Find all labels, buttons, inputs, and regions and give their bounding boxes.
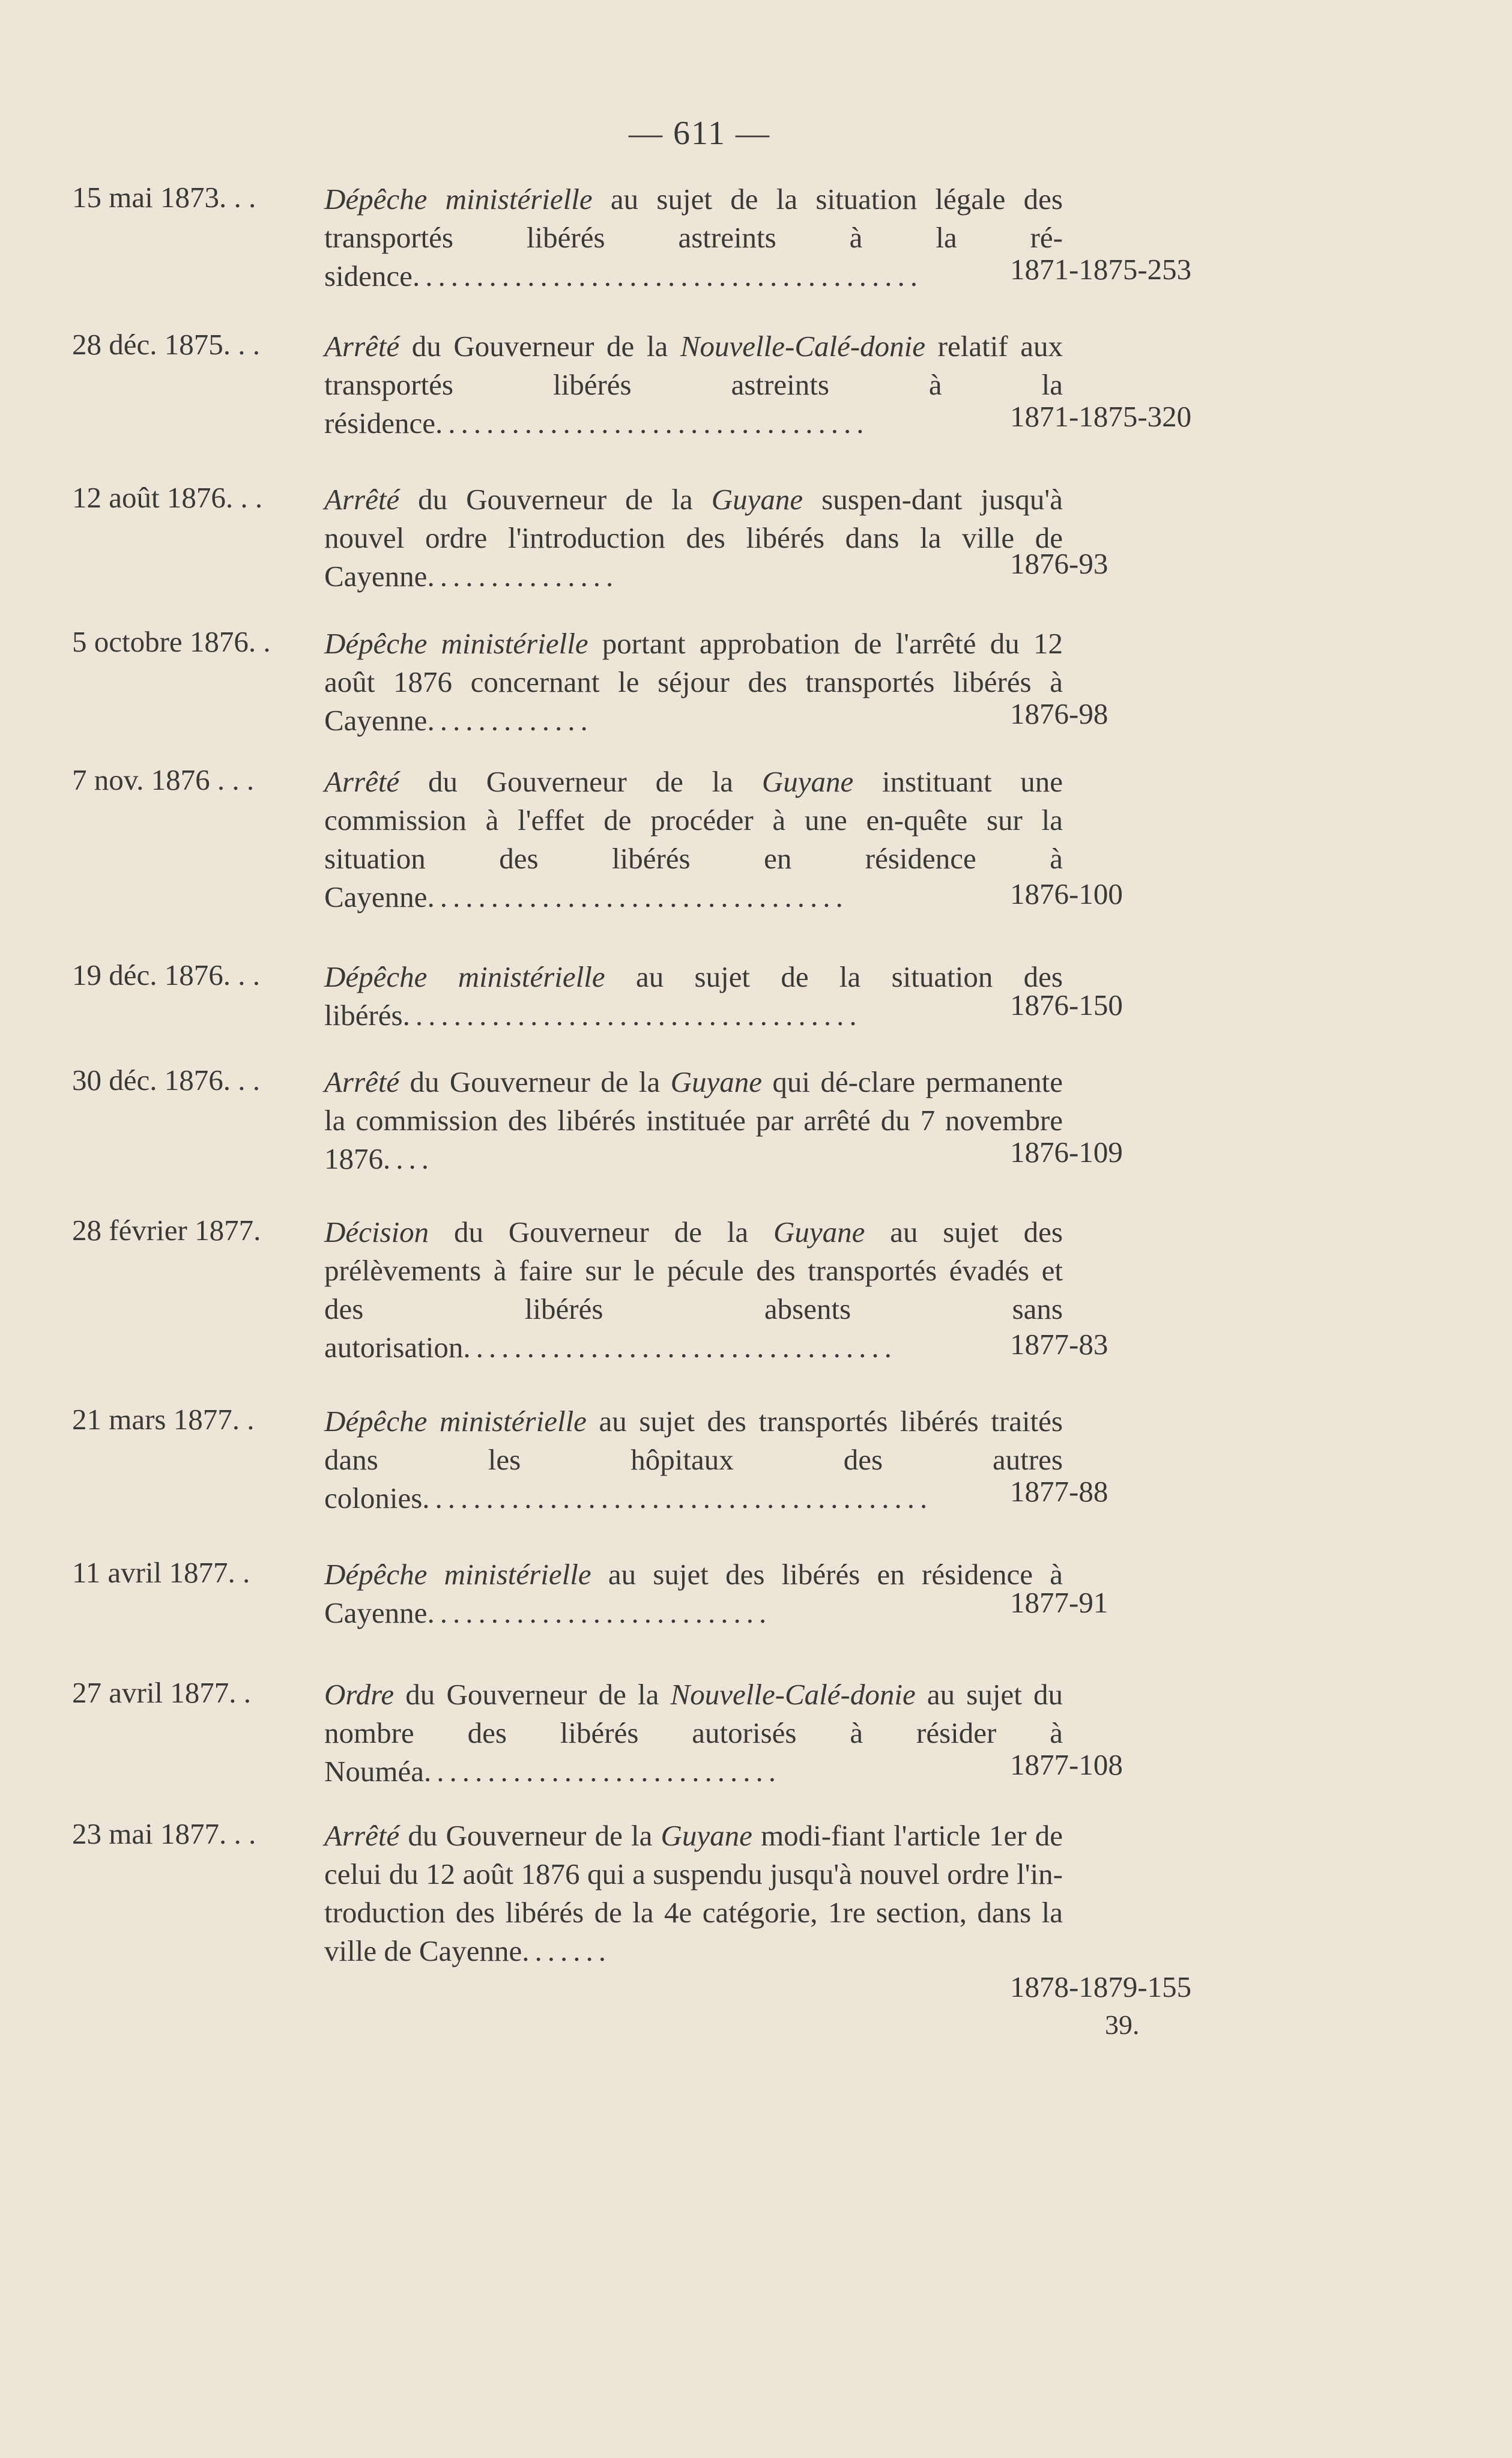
entry-11	[72, 1675, 1453, 1796]
entry-reference: 1871-1875-320	[1010, 400, 1192, 433]
entry-date: 15 mai 1873. . .	[72, 181, 256, 214]
entry-4	[72, 625, 1453, 745]
page-number: — 611 —	[629, 115, 770, 152]
entry-reference: 1871-1875-253	[1010, 253, 1192, 286]
entry-reference: 1876-109	[1010, 1136, 1123, 1169]
entry-description: Décision du Gouverneur de la Guyane au sujet des prélèvements à faire sur le pécule des transportés évadés et des libérés absents sans autorisation..................................	[324, 1215, 1063, 1364]
entry-description: Ordre du Gouverneur de la Nouvelle-Calé-donie au sujet du nombre des libérés autorisés à résider à Nouméa............................	[324, 1678, 1063, 1788]
entry-reference: 1876-93	[1010, 547, 1108, 580]
entry-date: 5 octobre 1876. .	[72, 625, 271, 658]
entry-8	[72, 1213, 1453, 1364]
entry-date: 12 août 1876. . .	[72, 481, 263, 514]
entry-description: Dépêche ministérielle au sujet de la situation des libérés....................................	[324, 960, 1063, 1032]
entry-10	[72, 1555, 1453, 1675]
entry-12	[72, 1817, 1453, 2003]
entry-reference: 1876-100	[1010, 877, 1123, 910]
entry-description: Arrêté du Gouverneur de la Guyane qui dé-clare permanente la commission des libérés instituée par arrêté du 7 novembre 1876....	[324, 1065, 1063, 1175]
entry-3	[72, 480, 1453, 601]
entry-7	[72, 1063, 1453, 1183]
entry-reference: 1877-88	[1010, 1475, 1108, 1508]
entry-date: 11 avril 1877. .	[72, 1556, 250, 1589]
signature-mark: 39.	[1105, 2009, 1140, 2040]
entry-reference: 1877-91	[1010, 1586, 1108, 1619]
entry-description: Dépêche ministérielle portant approbation de l'arrêté du 12 août 1876 concernant le séjour des transportés libérés à Cayenne.............	[324, 627, 1063, 737]
entry-date: 19 déc. 1876. . .	[72, 958, 260, 991]
entry-date: 28 déc. 1875. . .	[72, 328, 260, 361]
entry-5	[72, 763, 1453, 913]
entry-description: Arrêté du Gouverneur de la Nouvelle-Calé-donie relatif aux transportés libérés astreints à la résidence..................................	[324, 330, 1063, 440]
entry-description: Arrêté du Gouverneur de la Guyane suspen-dant jusqu'à nouvel ordre l'introduction des libérés dans la ville de Cayenne...............	[324, 483, 1063, 593]
entry-date: 30 déc. 1876. . .	[72, 1064, 260, 1097]
entry-9	[72, 1402, 1453, 1522]
entry-description: Dépêche ministérielle au sujet des transportés libérés traités dans les hôpitaux des autres colonies........................................	[324, 1405, 1063, 1515]
entry-date: 21 mars 1877. .	[72, 1403, 255, 1436]
entry-2	[72, 327, 1453, 447]
entry-reference: 1876-98	[1010, 697, 1108, 730]
entry-reference: 1877-83	[1010, 1328, 1108, 1361]
entry-description: Dépêche ministérielle au sujet des libérés en résidence à Cayenne...........................	[324, 1558, 1063, 1629]
entry-date: 28 février 1877.	[72, 1214, 261, 1247]
entry-1	[72, 180, 1453, 300]
entry-description: Arrêté du Gouverneur de la Guyane modi-fiant l'article 1er de celui du 12 août 1876 qui a suspendu jusqu'à nouvel ordre l'in-troduction des libérés de la 4e catégorie, 1re section, dans la ville de Cayenne.......	[324, 1819, 1063, 1967]
entry-description: Arrêté du Gouverneur de la Guyane instituant une commission à l'effet de procéder à une en-quête sur la situation des libérés en résidence à Cayenne.................................	[324, 765, 1063, 913]
entry-date: 27 avril 1877. .	[72, 1676, 252, 1709]
entry-description: Dépêche ministérielle au sujet de la situation légale des transportés libérés astreints à la ré-sidence........................................	[324, 183, 1063, 292]
entry-date: 7 nov. 1876 . . .	[72, 763, 255, 796]
entry-date: 23 mai 1877. . .	[72, 1817, 256, 1850]
entry-6	[72, 958, 1453, 1078]
entry-reference: 1878-1879-155	[1010, 1970, 1192, 2003]
entry-reference: 1877-108	[1010, 1748, 1123, 1781]
entry-reference: 1876-150	[1010, 988, 1123, 1022]
